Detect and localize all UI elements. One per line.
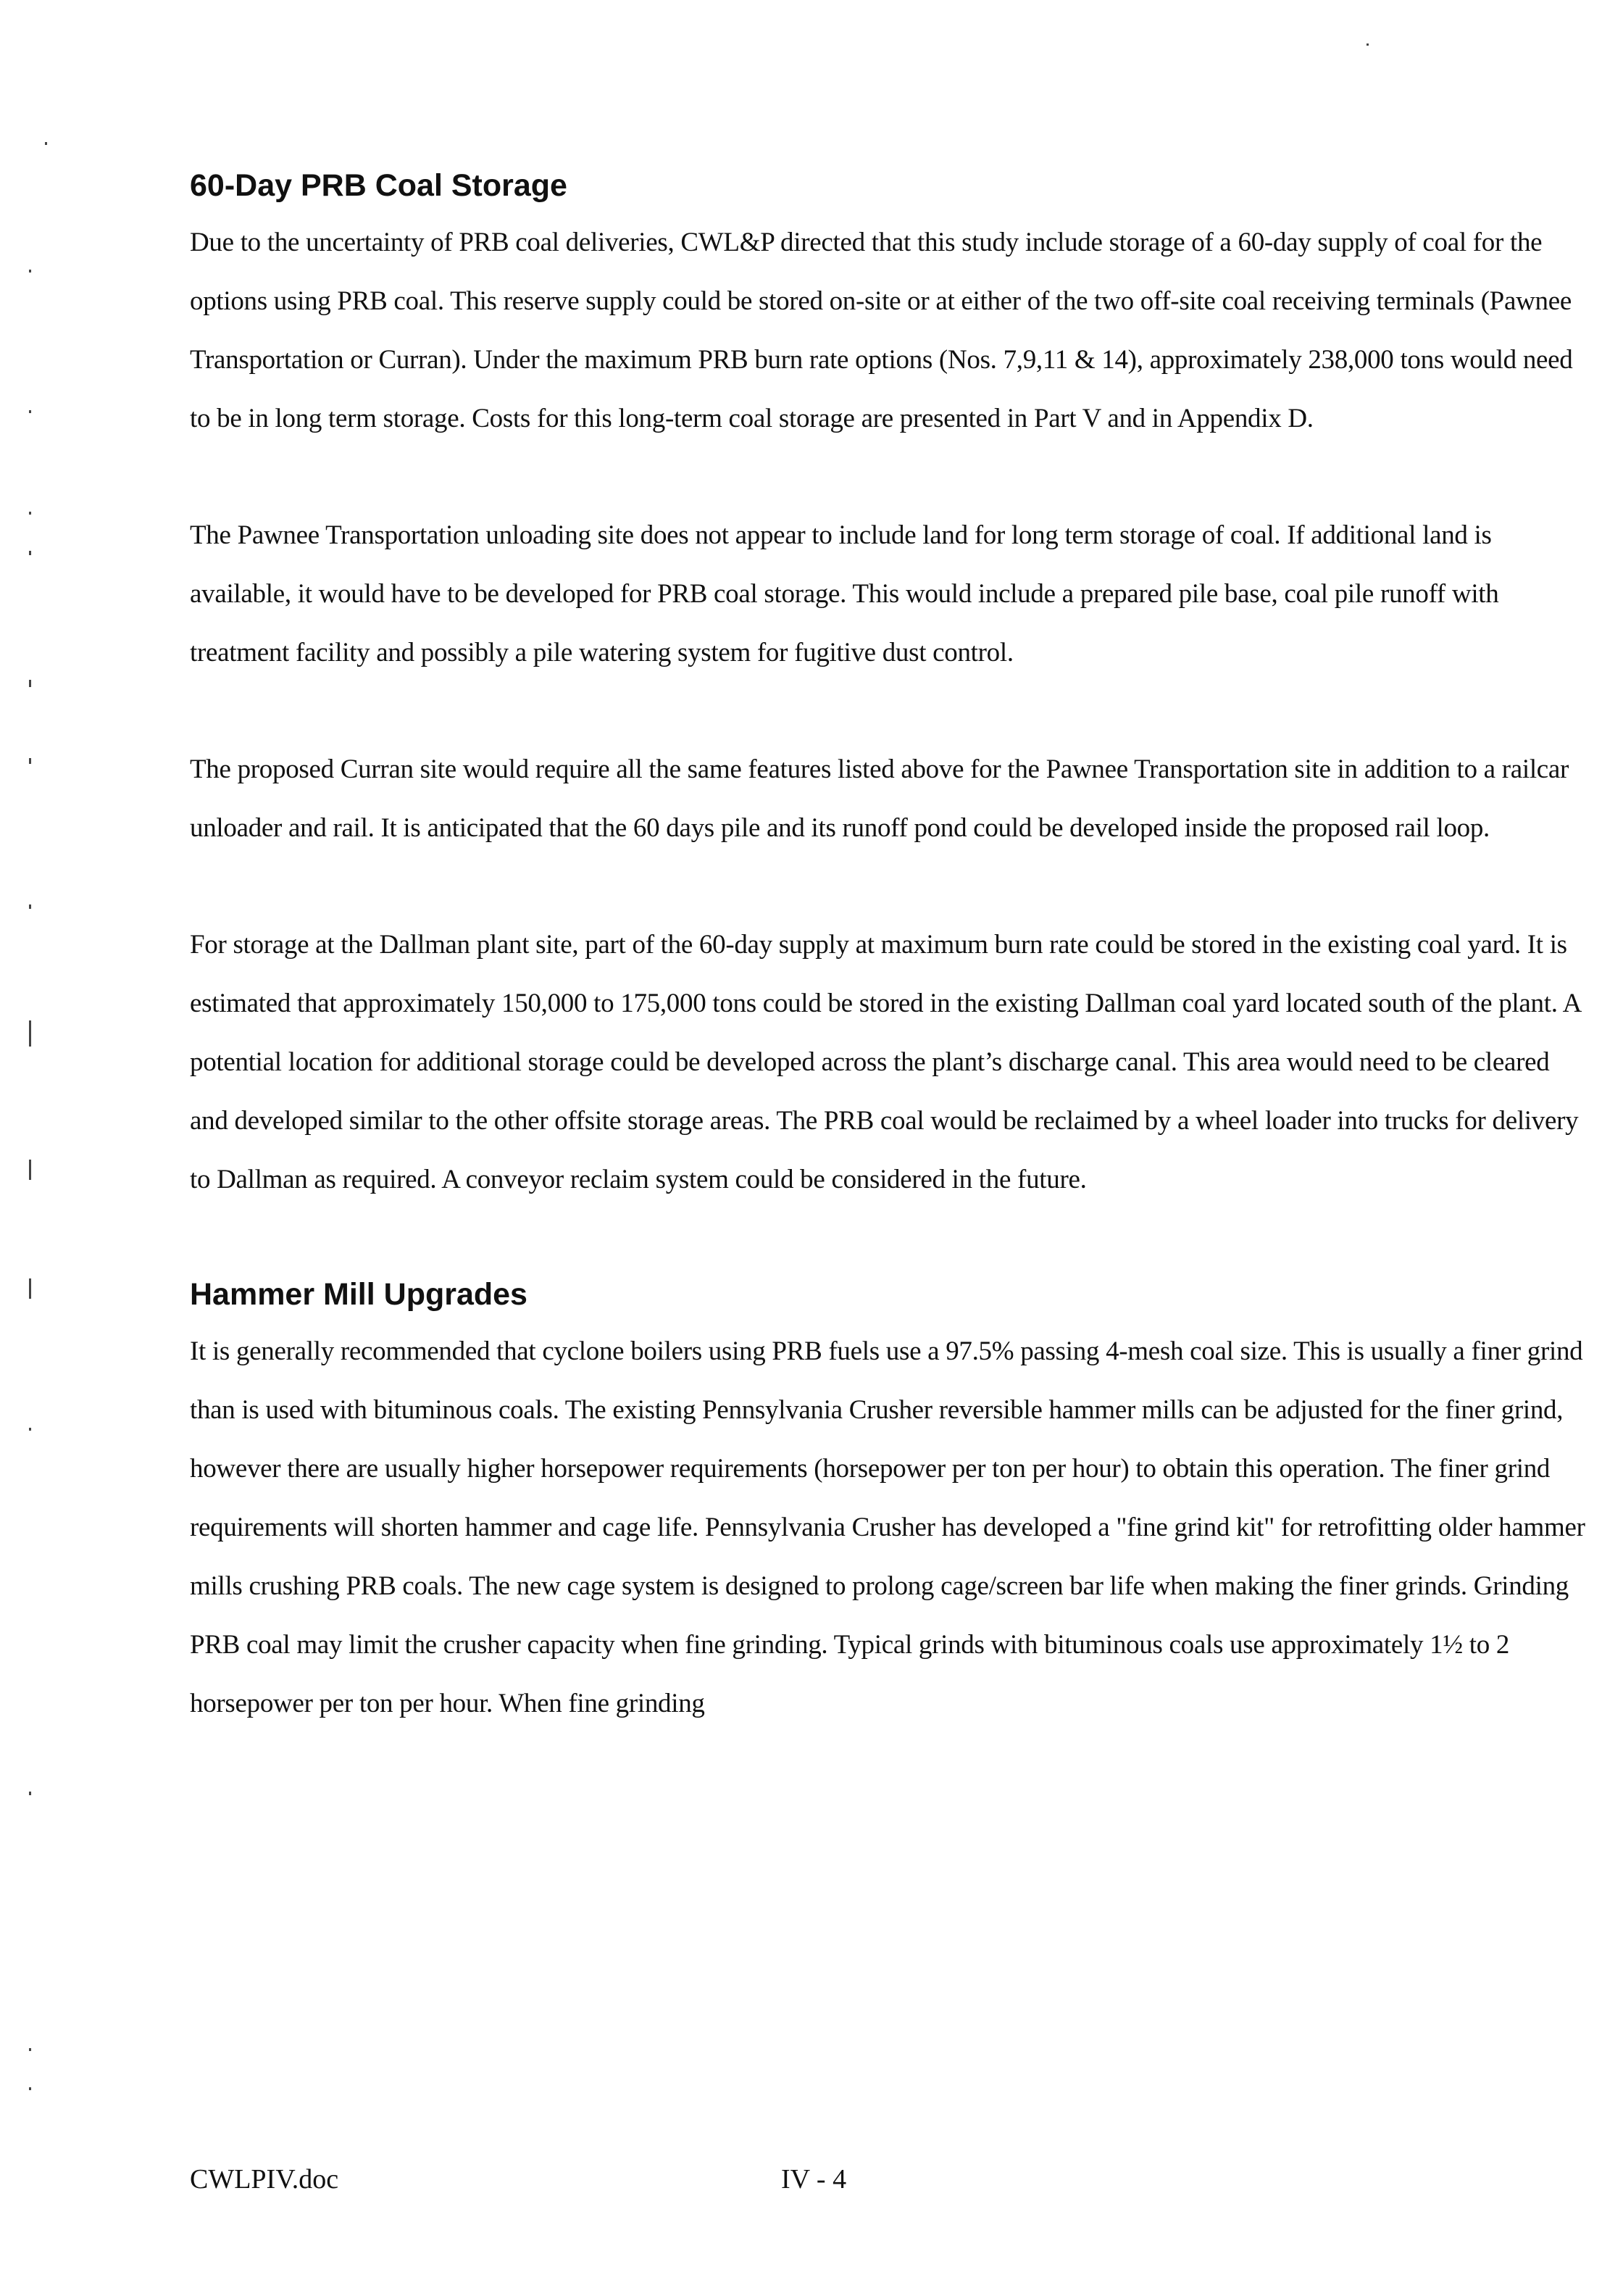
margin-speck bbox=[29, 410, 31, 413]
margin-speck bbox=[45, 142, 47, 145]
footer-filename: CWLPIV.doc bbox=[190, 2164, 339, 2195]
section-heading: 60-Day PRB Coal Storage bbox=[190, 168, 567, 203]
margin-speck bbox=[29, 904, 31, 909]
paragraph: For storage at the Dallman plant site, part of the 60-day supply at maximum burn rate could be stored in the existing coal yard. It is estimated that approximately 150,000 to 175,000 tons could be stored in the existing Dallman coal yard located south of the plant. A potential location for additional storage could be developed across the plant’s discharge canal. This area would need to be cleared and developed similar to the other offsite storage areas. The PRB coal would be reclaimed by a wheel loader into trucks for delivery to Dallman as required. A conveyor reclaim system could be considered in the future. bbox=[190, 930, 1580, 1194]
paragraph: Due to the uncertainty of PRB coal deliveries, CWL&P directed that this study include storage of a 60-day supply of coal for the options using PRB coal. This reserve supply could be stored on-site or at either of the two off-site coal receiving terminals (Pawnee Transportation or Curran). Under the maximum PRB burn rate options (Nos. 7,9,11 & 14), approximately 238,000 tons would need to be in long term storage. Costs for this long-term coal storage are presented in Part V and in Appendix D. bbox=[190, 228, 1573, 433]
document-body bbox=[190, 165, 1588, 1791]
margin-speck bbox=[29, 1160, 31, 1180]
margin-speck bbox=[29, 2048, 31, 2051]
margin-speck bbox=[29, 2087, 31, 2090]
margin-speck bbox=[29, 270, 31, 273]
margin-speck bbox=[29, 758, 31, 764]
section-coal-storage bbox=[190, 165, 1588, 1209]
paragraph: It is generally recommended that cyclone boilers using PRB fuels use a 97.5% passing 4-mesh coal size. This is usually a finer grind than is used with bituminous coals. The existing Pennsylvania Crusher reversible hammer mills can be adjusted for the finer grind, however there are usually higher horsepower requirements (horsepower per ton per hour) to obtain this operation. The finer grind requirements will shorten hammer and cage life. Pennsylvania Crusher has developed a "fine grind kit" for retrofitting older hammer mills crushing PRB coals. The new cage system is designed to prolong cage/screen bar life when making the finer grinds. Grinding PRB coal may limit the crusher capacity when fine grinding. Typical grinds with bituminous coals use approximately 1½ to 2 horsepower per ton per hour. When fine grinding bbox=[190, 1336, 1585, 1718]
margin-speck bbox=[29, 1278, 31, 1299]
margin-speck bbox=[29, 680, 31, 687]
paragraph: The Pawnee Transportation unloading site does not appear to include land for long term storage of coal. If additional land is available, it would have to be developed for PRB coal storage. This would include a prepared pile base, coal pile runoff with treatment facility and possibly a pile watering system for fugitive dust control. bbox=[190, 520, 1499, 667]
section-hammer-mill bbox=[190, 1274, 1588, 1733]
margin-speck bbox=[1367, 43, 1369, 46]
margin-speck bbox=[29, 1792, 31, 1795]
footer-page-number: IV - 4 bbox=[781, 2164, 847, 2195]
section-heading: Hammer Mill Upgrades bbox=[190, 1277, 527, 1312]
margin-speck bbox=[29, 1020, 31, 1047]
margin-speck bbox=[29, 512, 31, 515]
margin-speck bbox=[29, 1428, 31, 1431]
margin-speck bbox=[29, 551, 31, 555]
paragraph: The proposed Curran site would require all the same features listed above for the Pawnee Transportation site in addition to a railcar unloader and rail. It is anticipated that the 60 days pile and its runoff pond could be developed inside the proposed rail loop. bbox=[190, 754, 1569, 843]
